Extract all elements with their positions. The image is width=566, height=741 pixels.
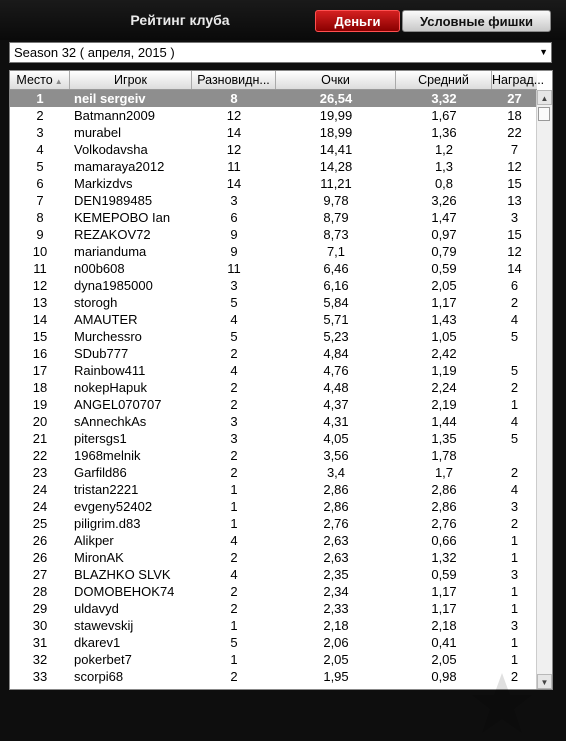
cell-name: DOMOBEHOK74 xyxy=(74,584,175,599)
chevron-down-icon[interactable]: ▼ xyxy=(539,47,548,57)
cell-average: 1,3 xyxy=(434,159,454,174)
cell-points: 4,48 xyxy=(323,380,349,395)
vertical-scrollbar[interactable] xyxy=(536,90,552,689)
cell-points: 2,63 xyxy=(323,533,349,548)
cell-points: 6,16 xyxy=(323,278,349,293)
cell-average: 0,59 xyxy=(431,261,457,276)
cell-points: 2,86 xyxy=(323,499,349,514)
cell-name: dyna1985000 xyxy=(74,278,153,293)
cell-pos: 12 xyxy=(32,278,48,293)
column-header-pos[interactable] xyxy=(10,71,70,89)
season-select[interactable] xyxy=(9,42,552,63)
cell-points: 1,95 xyxy=(323,669,349,684)
cell-average: 1,44 xyxy=(431,414,457,429)
cell-variety: 1 xyxy=(230,652,238,667)
cell-pos: 5 xyxy=(36,159,44,174)
table-row[interactable] xyxy=(10,362,537,379)
cell-name: neil sergeiv xyxy=(74,91,146,106)
cell-name: ANGEL070707 xyxy=(74,397,162,412)
cell-pos: 26 xyxy=(32,550,48,565)
cell-points: 8,73 xyxy=(323,227,349,242)
cell-points: 2,18 xyxy=(323,618,349,633)
cell-variety: 14 xyxy=(226,125,242,140)
cell-points: 5,71 xyxy=(323,312,349,327)
cell-points: 8,79 xyxy=(323,210,349,225)
cell-awards: 4 xyxy=(510,482,519,497)
cell-pos: 24 xyxy=(32,499,48,514)
cell-awards: 6 xyxy=(510,278,519,293)
cell-awards: 12 xyxy=(507,159,522,174)
table-row[interactable] xyxy=(10,481,537,498)
cell-awards: 4 xyxy=(510,312,519,327)
cell-pos: 29 xyxy=(32,601,48,616)
cell-variety: 12 xyxy=(226,108,242,123)
cell-name: DEN1989485 xyxy=(74,193,153,208)
cell-average: 0,79 xyxy=(431,244,457,259)
cell-average: 2,42 xyxy=(431,346,457,361)
column-header-points[interactable]: Очки xyxy=(276,71,396,89)
cell-variety: 3 xyxy=(230,278,238,293)
cell-awards: 1 xyxy=(510,601,519,616)
cell-awards: 1 xyxy=(510,550,519,565)
cell-pos: 6 xyxy=(36,176,44,191)
cell-points: 3,4 xyxy=(326,465,346,480)
cell-name: murabel xyxy=(74,125,121,140)
cell-points: 11,21 xyxy=(320,176,352,191)
table-body xyxy=(10,90,537,685)
cell-variety: 11 xyxy=(227,261,241,276)
cell-awards: 27 xyxy=(507,91,522,106)
sort-ascending-icon: ▲ xyxy=(54,77,63,86)
cell-awards: 5 xyxy=(510,431,519,446)
cell-pos: 1 xyxy=(36,91,44,106)
cell-name: pokerbet7 xyxy=(74,652,132,667)
cell-name: evgeny52402 xyxy=(74,499,153,514)
cell-variety: 3 xyxy=(230,414,238,429)
cell-average: 3,32 xyxy=(431,91,457,106)
cell-variety: 2 xyxy=(230,550,238,565)
cell-awards: 1 xyxy=(510,635,519,650)
cell-variety: 6 xyxy=(230,210,238,225)
cell-name: mamaraya2012 xyxy=(74,159,165,174)
cell-name: dkarev1 xyxy=(74,635,121,650)
cell-variety: 1 xyxy=(230,482,238,497)
cell-points: 19,99 xyxy=(319,108,353,123)
cell-average: 1,67 xyxy=(431,108,457,123)
cell-awards: 22 xyxy=(507,125,522,140)
cell-awards: 13 xyxy=(507,193,522,208)
table-row[interactable] xyxy=(10,617,537,634)
cell-awards: 7 xyxy=(510,142,519,157)
cell-average: 1,17 xyxy=(431,584,457,599)
cell-variety: 11 xyxy=(227,159,241,174)
cell-name: 1968melnik xyxy=(74,448,141,463)
cell-points: 5,23 xyxy=(323,329,349,344)
cell-awards: 15 xyxy=(507,227,522,242)
cell-pos: 22 xyxy=(32,448,48,463)
scroll-up-arrow-icon[interactable]: ▲ xyxy=(537,90,552,105)
table-row[interactable] xyxy=(10,515,537,532)
cell-awards: 3 xyxy=(510,210,519,225)
cell-awards: 18 xyxy=(507,108,522,123)
table-row[interactable] xyxy=(10,209,537,226)
page-title: Рейтинг клуба xyxy=(130,12,230,28)
cell-pos: 19 xyxy=(32,397,48,412)
cell-points: 4,84 xyxy=(323,346,349,361)
cell-variety: 4 xyxy=(230,312,238,327)
cell-variety: 4 xyxy=(230,567,238,582)
cell-points: 2,34 xyxy=(323,584,349,599)
cell-pos: 23 xyxy=(32,465,48,480)
cell-points: 4,37 xyxy=(323,397,349,412)
cell-average: 1,7 xyxy=(434,465,454,480)
cell-average: 1,35 xyxy=(431,431,457,446)
table-row[interactable] xyxy=(10,141,537,158)
cell-awards: 1 xyxy=(510,652,519,667)
cell-name: piligrim.d83 xyxy=(74,516,141,531)
cell-variety: 9 xyxy=(230,227,238,242)
cell-awards: 2 xyxy=(510,380,519,395)
table-row[interactable] xyxy=(10,430,537,447)
cell-variety: 2 xyxy=(230,380,238,395)
table-row[interactable] xyxy=(10,226,537,243)
cell-points: 7,1 xyxy=(326,244,346,259)
column-header-average[interactable]: Средний xyxy=(396,71,492,89)
cell-points: 2,33 xyxy=(323,601,349,616)
table-row[interactable] xyxy=(10,668,537,685)
cell-points: 14,41 xyxy=(319,142,353,157)
cell-pos: 10 xyxy=(32,244,48,259)
column-header-variety[interactable]: Разновидн... xyxy=(192,71,276,89)
cell-variety: 5 xyxy=(230,295,238,310)
cell-name: BLAZHKO SLVK xyxy=(74,567,171,582)
cell-name: scorpi68 xyxy=(74,669,124,684)
table-row[interactable] xyxy=(10,107,537,124)
cell-awards: 2 xyxy=(510,295,519,310)
cell-variety: 1 xyxy=(230,499,238,514)
cell-awards: 5 xyxy=(510,329,519,344)
table-row-selected[interactable] xyxy=(10,90,537,107)
cell-average: 2,24 xyxy=(431,380,457,395)
cell-name: Volkodavsha xyxy=(74,142,148,157)
table-row[interactable] xyxy=(10,566,537,583)
cell-name: AMAUTER xyxy=(74,312,138,327)
cell-variety: 3 xyxy=(230,431,238,446)
cell-pos: 18 xyxy=(32,380,48,395)
cell-average: 2,76 xyxy=(431,516,457,531)
cell-awards xyxy=(492,447,537,464)
table-header xyxy=(10,71,545,90)
cell-pos: 9 xyxy=(36,227,44,242)
column-header-pos-label: Место xyxy=(16,73,53,87)
cell-average: 2,05 xyxy=(431,652,457,667)
cell-name: marianduma xyxy=(74,244,147,259)
cell-name: stawevskij xyxy=(74,618,134,633)
cell-points: 6,46 xyxy=(323,261,349,276)
table-row[interactable] xyxy=(10,294,537,311)
cell-name: Garfild86 xyxy=(74,465,127,480)
table-row[interactable] xyxy=(10,447,537,464)
cell-name: pitersgs1 xyxy=(74,431,127,446)
cell-pos: 3 xyxy=(36,125,44,140)
cell-points: 4,31 xyxy=(323,414,349,429)
cell-average: 1,05 xyxy=(431,329,457,344)
table-row[interactable] xyxy=(10,158,537,175)
cell-name: MironAK xyxy=(74,550,124,565)
cell-average: 0,66 xyxy=(431,533,457,548)
cell-awards: 14 xyxy=(507,261,522,276)
tab-chips[interactable]: Условные фишки xyxy=(402,10,551,32)
cell-points: 2,76 xyxy=(323,516,349,531)
cell-variety: 2 xyxy=(230,669,238,684)
table-row[interactable] xyxy=(10,345,537,362)
cell-average: 0,41 xyxy=(431,635,457,650)
cell-variety: 5 xyxy=(230,329,238,344)
cell-pos: 14 xyxy=(32,312,48,327)
cell-points: 26,54 xyxy=(319,91,353,106)
cell-variety: 9 xyxy=(230,244,238,259)
table-row[interactable] xyxy=(10,243,537,260)
cell-name: Batmann2009 xyxy=(74,108,155,123)
table-row[interactable] xyxy=(10,260,537,277)
cell-pos: 27 xyxy=(32,567,48,582)
cell-average: 0,97 xyxy=(431,227,457,242)
season-select-value: Season 32 ( апреля, 2015 ) xyxy=(14,45,175,60)
cell-pos: 11 xyxy=(33,261,47,276)
cell-awards: 1 xyxy=(510,584,519,599)
cell-average: 3,26 xyxy=(431,193,457,208)
top-bar xyxy=(0,0,566,40)
cell-name: sAnnechkAs xyxy=(74,414,147,429)
column-header-name[interactable]: Игрок xyxy=(70,71,192,89)
table-row[interactable] xyxy=(10,634,537,651)
scrollbar-thumb[interactable] xyxy=(538,107,550,121)
cell-pos: 30 xyxy=(32,618,48,633)
scroll-down-arrow-icon[interactable]: ▼ xyxy=(537,674,552,689)
cell-average: 1,36 xyxy=(431,125,457,140)
table-row[interactable] xyxy=(10,379,537,396)
cell-average: 2,86 xyxy=(431,499,457,514)
cell-average: 1,17 xyxy=(431,601,457,616)
cell-name: storogh xyxy=(74,295,118,310)
table-row[interactable] xyxy=(10,396,537,413)
cell-points: 2,05 xyxy=(323,652,349,667)
cell-pos: 4 xyxy=(36,142,44,157)
table-row[interactable] xyxy=(10,498,537,515)
column-header-awards[interactable]: Наград... xyxy=(492,73,545,87)
table-row[interactable] xyxy=(10,464,537,481)
cell-variety: 2 xyxy=(230,465,238,480)
table-row[interactable] xyxy=(10,549,537,566)
table-row[interactable] xyxy=(10,600,537,617)
cell-name: SDub777 xyxy=(74,346,129,361)
cell-pos: 15 xyxy=(32,329,48,344)
cell-variety: 2 xyxy=(230,584,238,599)
cell-awards: 1 xyxy=(510,533,519,548)
cell-pos: 2 xyxy=(36,108,44,123)
cell-average: 1,43 xyxy=(431,312,457,327)
cell-average: 1,32 xyxy=(431,550,457,565)
cell-variety: 1 xyxy=(230,516,238,531)
cell-awards: 3 xyxy=(510,499,519,514)
cell-awards: 12 xyxy=(507,244,522,259)
cell-name: Markizdvs xyxy=(74,176,133,191)
cell-awards: 2 xyxy=(510,465,519,480)
cell-points: 14,28 xyxy=(319,159,353,174)
cell-variety: 2 xyxy=(230,397,238,412)
cell-variety: 2 xyxy=(230,448,238,463)
cell-average: 2,18 xyxy=(431,618,457,633)
cell-awards: 1 xyxy=(510,397,519,412)
cell-pos: 8 xyxy=(36,210,44,225)
cell-variety: 2 xyxy=(230,346,238,361)
cell-name: n00b608 xyxy=(74,261,125,276)
cell-pos: 28 xyxy=(32,584,48,599)
table-row[interactable] xyxy=(10,175,537,192)
cell-points: 5,84 xyxy=(323,295,349,310)
table-row[interactable] xyxy=(10,413,537,430)
table-row[interactable] xyxy=(10,311,537,328)
table-row[interactable] xyxy=(10,124,537,141)
cell-points: 3,56 xyxy=(323,448,349,463)
cell-awards: 3 xyxy=(510,567,519,582)
table-row[interactable] xyxy=(10,328,537,345)
cell-variety: 2 xyxy=(230,601,238,616)
cell-pos: 17 xyxy=(32,363,48,378)
cell-awards: 5 xyxy=(510,363,519,378)
cell-pos: 7 xyxy=(36,193,44,208)
cell-awards xyxy=(492,345,537,362)
cell-points: 2,06 xyxy=(323,635,349,650)
cell-name: REZAKOV72 xyxy=(74,227,151,242)
cell-average: 1,2 xyxy=(434,142,454,157)
cell-name: nokepHapuk xyxy=(74,380,147,395)
cell-pos: 25 xyxy=(32,516,48,531)
cell-points: 2,35 xyxy=(323,567,349,582)
rating-table xyxy=(9,70,553,690)
table-row[interactable] xyxy=(10,532,537,549)
cell-pos: 33 xyxy=(32,669,48,684)
cell-pos: 21 xyxy=(32,431,48,446)
cell-pos: 13 xyxy=(32,295,48,310)
cell-name: KEMEPOBO Ian xyxy=(74,210,171,225)
cell-pos: 31 xyxy=(32,635,48,650)
cell-average: 0,98 xyxy=(431,669,457,684)
cell-name: uldavyd xyxy=(74,601,119,616)
cell-name: tristan2221 xyxy=(74,482,139,497)
cell-pos: 32 xyxy=(32,652,48,667)
cell-awards: 3 xyxy=(510,618,519,633)
cell-points: 4,76 xyxy=(323,363,349,378)
cell-average: 2,86 xyxy=(431,482,457,497)
cell-points: 4,05 xyxy=(323,431,349,446)
cell-points: 9,78 xyxy=(323,193,349,208)
cell-variety: 3 xyxy=(230,193,238,208)
cell-average: 1,78 xyxy=(431,448,457,463)
cell-awards: 15 xyxy=(507,176,522,191)
cell-name: Murchessro xyxy=(74,329,142,344)
cell-awards: 4 xyxy=(510,414,519,429)
cell-average: 2,19 xyxy=(431,397,457,412)
cell-variety: 12 xyxy=(226,142,242,157)
cell-variety: 14 xyxy=(226,176,242,191)
cell-variety: 8 xyxy=(230,91,238,106)
cell-pos: 16 xyxy=(32,346,48,361)
cell-average: 0,8 xyxy=(434,176,454,191)
cell-awards: 2 xyxy=(510,669,519,684)
cell-points: 2,86 xyxy=(323,482,349,497)
cell-pos: 24 xyxy=(32,482,48,497)
cell-variety: 1 xyxy=(230,618,238,633)
cell-variety: 5 xyxy=(230,635,238,650)
table-row[interactable] xyxy=(10,192,537,209)
cell-pos: 20 xyxy=(32,414,48,429)
cell-awards: 2 xyxy=(510,516,519,531)
cell-name: Alikper xyxy=(74,533,114,548)
table-row[interactable] xyxy=(10,583,537,600)
table-row[interactable] xyxy=(10,651,537,668)
cell-points: 2,63 xyxy=(323,550,349,565)
table-row[interactable] xyxy=(10,277,537,294)
cell-average: 1,19 xyxy=(431,363,457,378)
cell-average: 0,59 xyxy=(431,567,457,582)
cell-variety: 4 xyxy=(230,363,238,378)
cell-average: 1,17 xyxy=(431,295,457,310)
cell-average: 1,47 xyxy=(431,210,457,225)
cell-pos: 26 xyxy=(32,533,48,548)
cell-average: 2,05 xyxy=(431,278,457,293)
tab-money[interactable]: Деньги xyxy=(315,10,400,32)
cell-variety: 4 xyxy=(230,533,238,548)
cell-name: Rainbow411 xyxy=(74,363,146,378)
cell-points: 18,99 xyxy=(319,125,353,140)
